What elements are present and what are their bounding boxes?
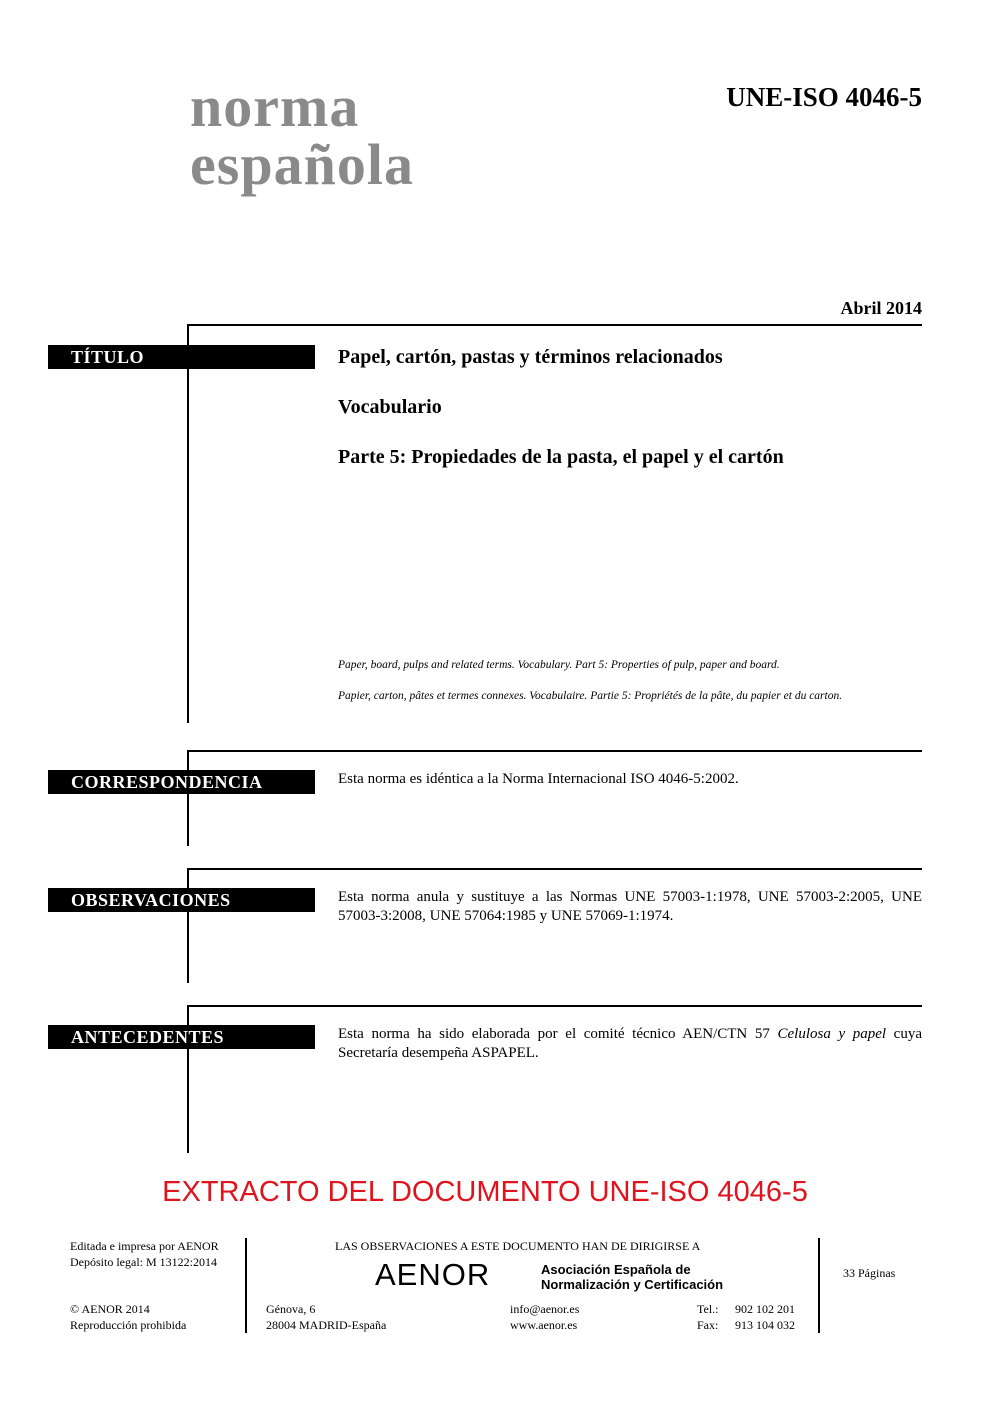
footer-address	[266, 1301, 386, 1333]
section-vertical-rule	[187, 324, 189, 723]
footer-notice: LAS OBSERVACIONES A ESTE DOCUMENTO HAN DE DIRIGIRSE A	[335, 1239, 701, 1253]
footer-contact	[510, 1301, 579, 1333]
title-english: Paper, board, pulps and related terms. Vocabulary. Part 5: Properties of pulp, paper and board.	[338, 659, 780, 671]
section-divider	[187, 1005, 922, 1007]
aenor-name-line-2: Normalización y Certificación	[541, 1277, 724, 1292]
label-correspondencia: CORRESPONDENCIA	[48, 770, 315, 794]
page-count: 33 Páginas	[843, 1266, 896, 1280]
aenor-logo: AENOR	[375, 1257, 491, 1292]
footer-copyright: © AENOR 2014	[70, 1302, 150, 1316]
standard-code: UNE-ISO 4046-5	[726, 82, 922, 112]
observaciones-text: Esta norma anula y sustituye a las Normas UNE 57003-1:1978, UNE 57003-2:2005, UNE 57003-3:2008, UNE 57064:1985 y UNE 57069-1:1974.	[338, 889, 922, 924]
label-observaciones: OBSERVACIONES	[48, 888, 315, 912]
title-part: Parte 5: Propiedades de la pasta, el papel y el cartón	[338, 446, 784, 468]
label-antecedentes: ANTECEDENTES	[48, 1025, 315, 1049]
antecedentes-text-start: Esta norma ha sido elaborada por el comité técnico AEN/CTN 57	[338, 1026, 778, 1042]
label-titulo: TÍTULO	[48, 345, 315, 369]
section-vertical-rule	[187, 750, 189, 846]
antecedentes-text	[338, 1025, 922, 1063]
brand-line-2: española	[190, 132, 414, 197]
extract-watermark: EXTRACTO DEL DOCUMENTO UNE-ISO 4046-5	[162, 1176, 808, 1208]
footer-phone-labels	[697, 1301, 719, 1333]
footer-deposit: Depósito legal: M 13122:2014	[70, 1255, 217, 1269]
fax-label: Fax:	[697, 1318, 719, 1332]
publication-date: Abril 2014	[840, 298, 922, 318]
address-line-1: Génova, 6	[266, 1302, 316, 1316]
aenor-name-line-1: Asociación Española de	[541, 1262, 691, 1277]
footer-reproduction: Reproducción prohibida	[70, 1318, 187, 1332]
section-divider	[187, 324, 922, 326]
footer-divider	[245, 1238, 247, 1333]
antecedentes-text-end: cuya Secretaría desempeña ASPAPEL.	[338, 1026, 922, 1061]
brand-title	[190, 74, 414, 197]
tel-label: Tel.:	[697, 1302, 719, 1316]
footer-divider	[818, 1238, 820, 1333]
section-divider	[187, 750, 922, 752]
correspondencia-text: Esta norma es idéntica a la Norma Internacional ISO 4046-5:2002.	[338, 771, 739, 787]
aenor-full-name	[541, 1262, 723, 1292]
title-french: Papier, carton, pâtes et termes connexes. Vocabulaire. Partie 5: Propriétés de la pâte, du papier et du carton.	[338, 690, 843, 702]
footer-phone-numbers	[735, 1301, 795, 1333]
footer-email[interactable]: info@aenor.es	[510, 1302, 580, 1316]
address-line-2: 28004 MADRID-España	[266, 1318, 387, 1332]
tel-number: 902 102 201	[735, 1302, 795, 1316]
section-vertical-rule	[187, 868, 189, 983]
footer-website[interactable]: www.aenor.es	[510, 1318, 578, 1332]
fax-number: 913 104 032	[735, 1318, 795, 1332]
title-vocabulary: Vocabulario	[338, 396, 442, 418]
committee-name: Celulosa y papel	[777, 1026, 887, 1042]
brand-line-1: norma	[190, 74, 360, 139]
title-main: Papel, cartón, pastas y términos relacionados	[338, 346, 723, 368]
footer-publisher	[70, 1238, 219, 1270]
footer-edited: Editada e impresa por AENOR	[70, 1239, 219, 1253]
section-divider	[187, 868, 922, 870]
footer-rights	[70, 1301, 186, 1333]
